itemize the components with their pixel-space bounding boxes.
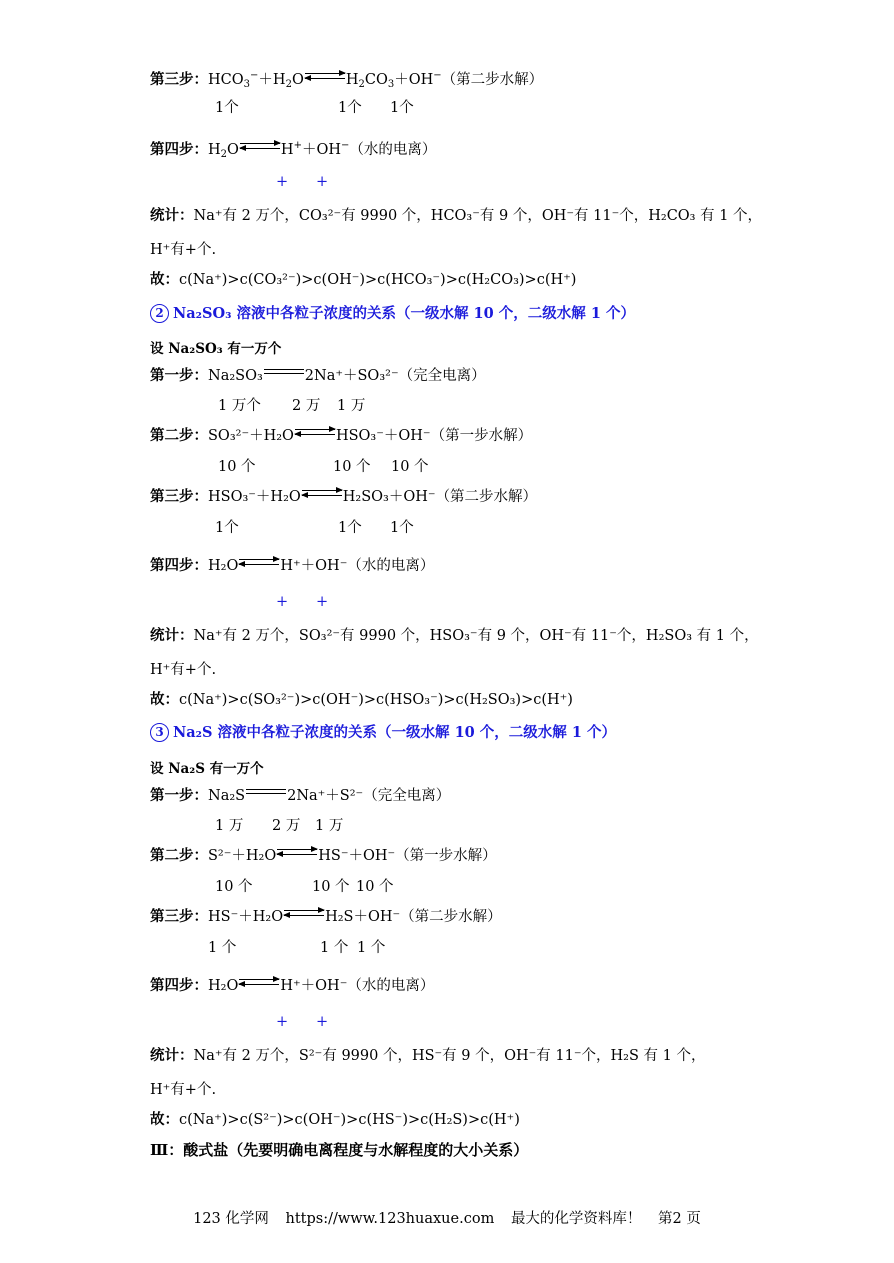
step-label: 第三步：: [150, 71, 208, 88]
conclusion-text: c(Na⁺)>c(SO₃²⁻)>c(OH⁻)>c(HSO₃⁻)>c(H₂SO₃)>c(H⁺): [179, 692, 573, 708]
step-label: 第一步：: [150, 367, 208, 384]
plus-marker: +: [276, 174, 289, 190]
count: 10 个: [391, 459, 429, 475]
equation-note: （完全电离）: [398, 368, 486, 384]
equation-note: （水的电离）: [347, 558, 435, 574]
equation-lhs: $HCO_3^-+H_2O$: [208, 70, 304, 90]
count: 10 个: [356, 879, 394, 895]
equation-note: （水的电离）: [349, 142, 437, 158]
stat-label: 统计：: [150, 207, 194, 224]
reversible-arrow-icon: [239, 977, 279, 989]
equation-rhs: H⁺＋OH⁻: [280, 978, 348, 994]
count: 1 万: [215, 818, 244, 834]
count: 1 个: [357, 940, 386, 956]
count: 1个: [338, 100, 362, 116]
step-label: 第三步：: [150, 908, 208, 925]
equals-sign-icon: [246, 787, 286, 799]
equation-lhs: $H_2O$: [208, 142, 239, 160]
equation-rhs: H₂SO₃＋OH⁻: [342, 489, 436, 505]
stat-text: Na⁺有 2 万个，SO₃²⁻有 9990 个，HSO₃⁻有 9 个，OH⁻有 11⁻个，H₂SO₃ 有 1 个，: [193, 628, 759, 644]
equation-rhs: 2Na⁺＋S²⁻: [287, 788, 364, 804]
step-label: 第一步：: [150, 787, 208, 804]
step-label: 第四步：: [150, 141, 208, 158]
count: 1个: [338, 520, 362, 536]
step-label: 第二步：: [150, 427, 208, 444]
plus-marker: +: [316, 1014, 329, 1030]
plus-marker: +: [316, 174, 329, 190]
count: 10 个: [215, 879, 253, 895]
equation-note: （第一步水解）: [430, 428, 533, 444]
sec3-conclusion: [150, 1110, 520, 1130]
count: 1个: [215, 520, 239, 536]
heading-text: Na₂SO₃ 溶液中各粒子浓度的关系（一级水解 10 个，二级水解 1 个）: [173, 305, 635, 322]
sec3-heading: [150, 723, 616, 743]
sec3-assume: 设 Na₂S 有一万个: [150, 761, 264, 777]
equation-lhs: S²⁻＋H₂O: [208, 848, 277, 864]
equation-rhs: H+＋OH−: [280, 140, 350, 158]
reversible-arrow-icon: [284, 908, 324, 920]
page-footer: [0, 1207, 894, 1228]
footer-url[interactable]: https://www.123huaxue.com: [285, 1211, 495, 1227]
step-label: 第二步：: [150, 847, 208, 864]
sec3-stat-line2: H⁺有+个.: [150, 1082, 217, 1098]
count: 2 万: [272, 818, 301, 834]
sec2-step2-line: [150, 426, 532, 446]
plus-marker: +: [316, 594, 329, 610]
equation-lhs: H₂O: [208, 558, 239, 574]
sec2-assume: 设 Na₂SO₃ 有一万个: [150, 341, 282, 357]
equation-lhs: Na₂SO₃: [208, 368, 263, 384]
equation-rhs: HS⁻＋OH⁻: [318, 848, 396, 864]
heading-text: Na₂S 溶液中各粒子浓度的关系（一级水解 10 个，二级水解 1 个）: [173, 724, 616, 741]
count: 1 万: [315, 818, 344, 834]
reversible-arrow-icon: [295, 427, 335, 439]
equation-note: （第二步水解）: [435, 489, 538, 505]
count: 10 个: [218, 459, 256, 475]
count: 1个: [390, 100, 414, 116]
equation-note: （第一步水解）: [395, 848, 497, 864]
sec1-stat-line2: H⁺有+个.: [150, 242, 217, 258]
sec2-step4-line: [150, 556, 434, 576]
equation-rhs: H₂S＋OH⁻: [325, 909, 401, 925]
plus-marker: +: [276, 1014, 289, 1030]
step-label: 第四步：: [150, 977, 208, 994]
reversible-arrow-icon: [305, 71, 345, 83]
sec3-step4-line: [150, 976, 434, 996]
equation-lhs: HS⁻＋H₂O: [208, 909, 284, 925]
count: 1 个: [208, 940, 237, 956]
stat-text: Na⁺有 2 万个，S²⁻有 9990 个，HS⁻有 9 个，OH⁻有 11⁻个，H₂S 有 1 个，: [193, 1048, 706, 1064]
count: 1 万: [337, 398, 366, 414]
count: 1个: [390, 520, 414, 536]
conclusion-label: 故：: [150, 1111, 179, 1128]
stat-label: 统计：: [150, 1047, 194, 1064]
sec3-step1-line: [150, 786, 450, 806]
footer-site: 123 化学网: [193, 1211, 269, 1227]
equation-note: （水的电离）: [347, 978, 435, 994]
equation-lhs: SO₃²⁻＋H₂O: [208, 428, 294, 444]
count: 10 个: [312, 879, 350, 895]
sec2-stat-line2: H⁺有+个.: [150, 662, 217, 678]
sec1-conclusion: [150, 270, 576, 290]
circled-number: 3: [150, 723, 169, 742]
count: 10 个: [333, 459, 371, 475]
footer-page-number: 第2 页: [658, 1211, 701, 1227]
stat-text: Na⁺有 2 万个，CO₃²⁻有 9990 个，HCO₃⁻有 9 个，OH⁻有 11⁻个，H₂CO₃ 有 1 个，: [193, 208, 763, 224]
count: 1 万个: [218, 398, 261, 414]
count: 1个: [215, 100, 239, 116]
sec3-step3-line: [150, 907, 502, 927]
sec2-conclusion: [150, 690, 573, 710]
step-label: 第三步：: [150, 488, 208, 505]
sec1-step3-line: [150, 66, 543, 95]
reversible-arrow-icon: [239, 557, 279, 569]
equation-rhs: H⁺＋OH⁻: [280, 558, 348, 574]
equation-note: （完全电离）: [363, 788, 451, 804]
equation-note: （第二步水解）: [400, 909, 502, 925]
equals-sign-icon: [264, 367, 304, 379]
conclusion-text: c(Na⁺)>c(CO₃²⁻)>c(OH⁻)>c(HCO₃⁻)>c(H₂CO₃)>c(H⁺): [179, 272, 577, 288]
count: 1 个: [320, 940, 349, 956]
sec2-heading: [150, 304, 635, 324]
sec3-stat-line: [150, 1046, 705, 1066]
sec2-step1-line: [150, 366, 486, 386]
sec1-stat-line: [150, 206, 762, 226]
equation-lhs: H₂O: [208, 978, 239, 994]
equation-rhs: 2Na⁺＋SO₃²⁻: [304, 368, 399, 384]
equation-rhs: HSO₃⁻＋OH⁻: [335, 428, 431, 444]
count: 2 万: [292, 398, 321, 414]
conclusion-label: 故：: [150, 271, 179, 288]
stat-label: 统计：: [150, 627, 194, 644]
conclusion-label: 故：: [150, 691, 179, 708]
reversible-arrow-icon: [277, 847, 317, 859]
sec2-stat-line: [150, 626, 759, 646]
equation-lhs: HSO₃⁻＋H₂O: [208, 489, 301, 505]
step-label: 第四步：: [150, 557, 208, 574]
sec3-step2-line: [150, 846, 497, 866]
footer-slogan: 最大的化学资料库！: [510, 1211, 642, 1227]
sec2-step3-line: [150, 487, 537, 507]
reversible-arrow-icon: [240, 141, 280, 153]
sec4-heading: Ⅲ：酸式盐（先要明确电离程度与水解程度的大小关系）: [150, 1141, 529, 1159]
reversible-arrow-icon: [302, 488, 342, 500]
plus-marker: +: [276, 594, 289, 610]
sec1-step4-line: [150, 136, 436, 165]
equation-rhs: $H_2CO_3+OH^-$: [345, 70, 442, 90]
circled-number: 2: [150, 304, 169, 323]
equation-note: （第二步水解）: [441, 72, 544, 88]
equation-lhs: Na₂S: [208, 788, 246, 804]
conclusion-text: c(Na⁺)>c(S²⁻)>c(OH⁻)>c(HS⁻)>c(H₂S)>c(H⁺): [179, 1112, 520, 1128]
